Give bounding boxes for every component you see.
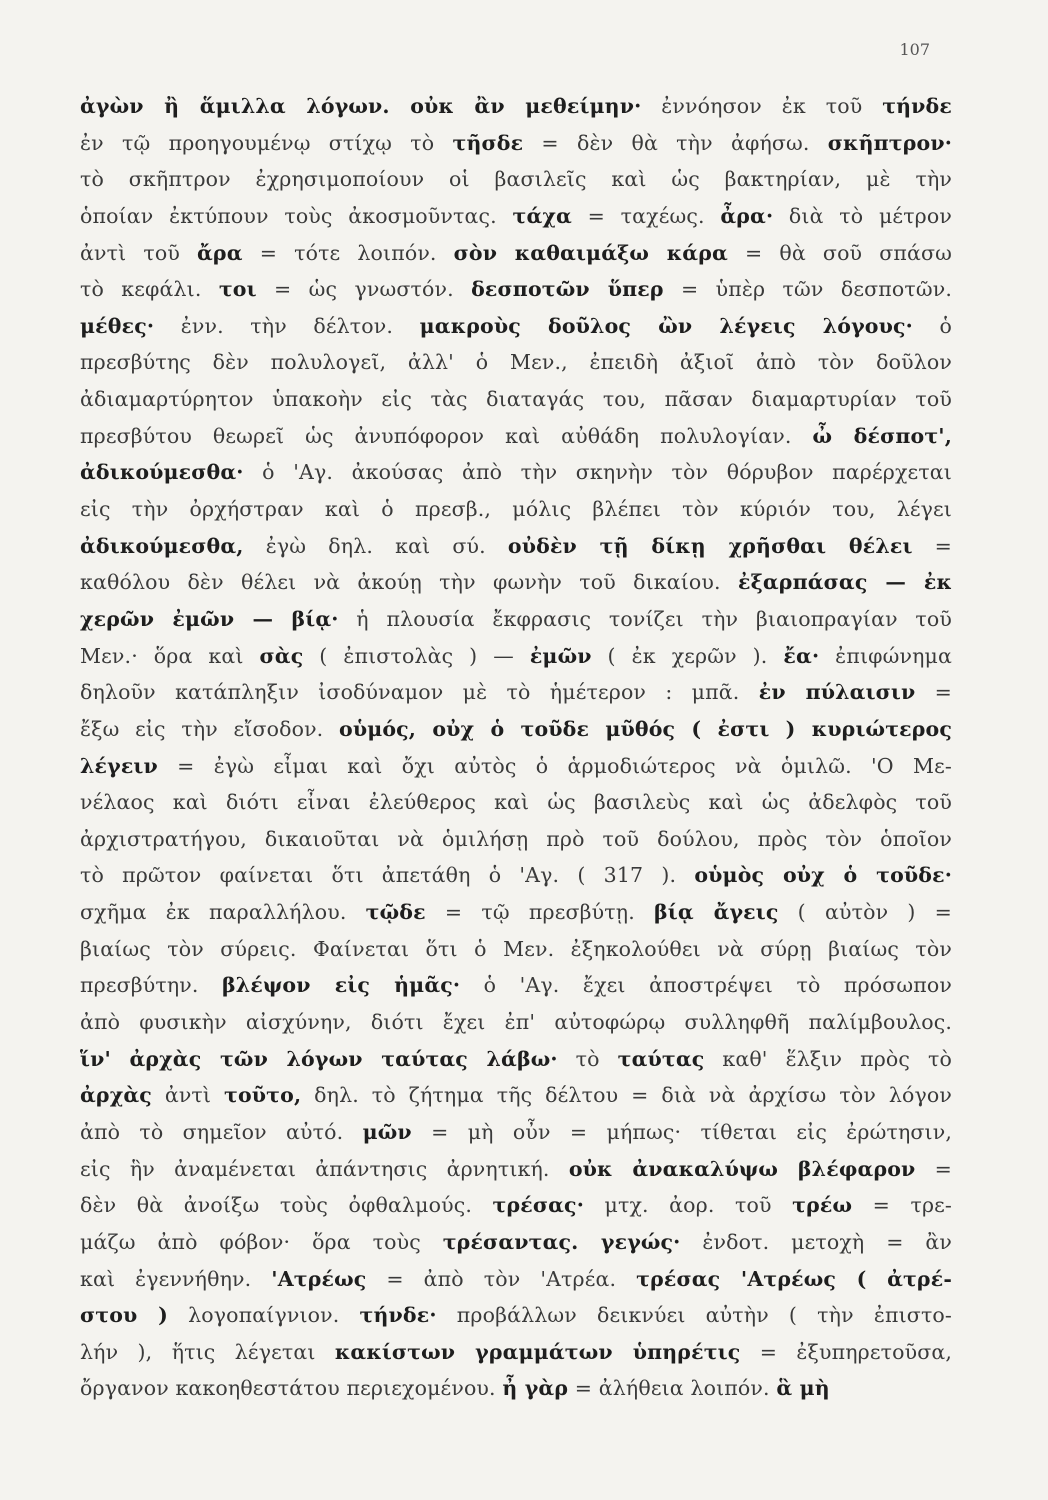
lemma-bold: σὸν καθαιμάξω κάρα — [453, 240, 728, 265]
text-line — [80, 711, 952, 748]
gloss-text: ἐπιφώνημα — [819, 643, 952, 668]
gloss-text: λογοπαίγνιον. — [168, 1303, 360, 1328]
text-line — [80, 1370, 952, 1407]
text-line — [80, 1004, 952, 1041]
lemma-bold: μέθες· — [80, 313, 155, 338]
text-line — [80, 564, 952, 601]
gloss-text: ( αὐτὸν ) = — [778, 900, 952, 925]
gloss-text: = — [912, 533, 952, 558]
gloss-text: ὁ 'Αγ. ἔχει ἀποστρέψει τὸ πρόσωπον — [460, 973, 952, 998]
gloss-text: = ὑπὲρ τῶν δεσποτῶν. — [663, 277, 952, 302]
text-line — [80, 1114, 952, 1151]
gloss-text: καθόλου δὲν θέλει νὰ ἀκούῃ τὴν φωνὴν τοῦ δικαίου. — [80, 570, 738, 595]
text-line — [80, 601, 952, 638]
gloss-text: τὸ πρῶτον φαίνεται ὅτι ἀπετάθη ὁ 'Αγ. ( 317 ). — [80, 863, 695, 888]
lemma-bold: τήνδε· — [359, 1303, 437, 1328]
text-line — [80, 454, 952, 491]
lemma-bold: οὐκ ἀνακαλύψω βλέφαρον — [568, 1156, 916, 1181]
lemma-bold: ἀρχὰς — [80, 1083, 152, 1108]
gloss-text: = μὴ οὖν = μήπως· τίθεται εἰς ἐρώτησιν, — [411, 1119, 952, 1144]
lemma-bold: 'Ατρέως — [271, 1266, 367, 1291]
gloss-text: λήν ), ἥτις λέγεται — [80, 1339, 335, 1364]
text-line — [80, 784, 952, 821]
gloss-text: = ἀλήθεια λοιπόν. — [568, 1376, 777, 1401]
text-line — [80, 1151, 952, 1188]
lemma-bold: ἐμῶν — [529, 643, 592, 668]
lemma-bold: δεσποτῶν ὕπερ — [471, 277, 664, 302]
gloss-text: = τότε λοιπόν. — [242, 240, 454, 265]
gloss-text: καὶ ἐγεννήθην. — [80, 1266, 272, 1291]
gloss-text: ὁποίαν ἐκτύπουν τοὺς ἀκοσμοῦντας. — [80, 203, 513, 228]
lemma-bold: ὦ δέσποτ', — [812, 423, 952, 448]
lemma-bold: κακίστων γραμμάτων ὑπηρέτις — [334, 1339, 741, 1364]
lemma-bold: μακροὺς δοῦλος ὢν λέγεις λόγους· — [419, 313, 913, 338]
gloss-text: προβάλλων δεικνύει αὐτὴν ( τὴν ἐπιστο- — [436, 1303, 952, 1328]
gloss-text: ἀντὶ τοῦ — [80, 240, 197, 265]
gloss-text: τὸ σκῆπτρον ἐχρησιμοποίουν οἱ βασιλεῖς καὶ ὡς βακτηρίαν, μὲ τὴν — [80, 167, 952, 192]
gloss-text: = ἀπὸ τὸν 'Ατρέα. — [366, 1266, 637, 1291]
gloss-text: δηλοῦν κατάπληξιν ἰσοδύναμον μὲ τὸ ἡμέτερον : μπᾶ. — [80, 680, 759, 705]
text-line — [80, 967, 952, 1004]
gloss-text: ἐν τῷ προηγουμένῳ στίχῳ τὸ — [80, 130, 453, 155]
gloss-text: ὁ 'Αγ. ἀκούσας ἀπὸ τὴν σκηνὴν τὸν θόρυβον παρέρχεται — [243, 460, 952, 485]
text-line — [80, 235, 952, 272]
text-line — [80, 308, 952, 345]
gloss-text: ( ἐκ χερῶν ). — [591, 643, 784, 668]
text-line — [80, 638, 952, 675]
text-line — [80, 528, 952, 565]
lemma-bold: σὰς — [259, 643, 304, 668]
gloss-text: ἐγὼ δηλ. καὶ σύ. — [243, 533, 508, 558]
gloss-text: ( ἐπιστολὰς ) — — [303, 643, 530, 668]
gloss-text: = — [915, 1156, 952, 1181]
text-line — [80, 894, 952, 931]
text-line — [80, 1041, 952, 1078]
gloss-text: πρεσβύτης δὲν πολυλογεῖ, ἀλλ' ὁ Μεν., ἐπειδὴ ἀξιοῖ ἀπὸ τὸν δοῦλον — [80, 350, 952, 375]
gloss-text: ἐννόησον ἐκ τοῦ — [641, 94, 883, 118]
lemma-bold: τρέσας· — [492, 1193, 584, 1218]
gloss-text: = ἐγὼ εἶμαι καὶ ὄχι αὐτὸς ὁ ἁρμοδιώτερος νὰ ὁμιλῶ. 'Ο Με- — [157, 753, 952, 778]
lemma-bold: ταύτας — [617, 1046, 705, 1071]
gloss-text: καθ' ἕλξιν πρὸς τὸ — [704, 1046, 952, 1071]
lemma-bold: σκῆπτρον· — [827, 130, 952, 155]
gloss-text: μτχ. ἀορ. τοῦ — [583, 1193, 793, 1218]
lemma-bold: οὑμὸς οὐχ ὁ τοῦδε· — [694, 863, 952, 888]
lemma-bold: ἀδικούμεσθα· — [80, 460, 244, 485]
text-line — [80, 1187, 952, 1224]
text-line — [80, 1297, 952, 1334]
lemma-bold: τρέω — [792, 1193, 853, 1218]
gloss-text: ἀδιαμαρτύρητον ὑπακοὴν εἰς τὰς διαταγάς του, πᾶσαν διαμαρτυρίαν τοῦ — [80, 387, 952, 412]
lemma-bold: ἦ γὰρ — [502, 1376, 569, 1401]
gloss-text: βιαίως τὸν σύρεις. Φαίνεται ὅτι ὁ Μεν. ἐξηκολούθει νὰ σύρῃ βιαίως τὸν — [80, 936, 952, 961]
gloss-text: = τρε- — [852, 1193, 952, 1218]
text-line — [80, 857, 952, 894]
gloss-text: ἀπὸ φυσικὴν αἰσχύνην, διότι ἔχει ἐπ' αὐτοφώρῳ συλληφθῆ παλίμβουλος. — [80, 1010, 952, 1035]
gloss-text: ἐνδοτ. μετοχὴ = ἂν — [680, 1229, 952, 1254]
gloss-text: δὲν θὰ ἀνοίξω τοὺς ὀφθαλμούς. — [80, 1193, 493, 1218]
gloss-text: ἡ πλουσία ἔκφρασις τονίζει τὴν βιαιοπραγίαν τοῦ — [338, 606, 952, 631]
lemma-bold: ἀδικούμεσθα, — [80, 533, 244, 558]
text-line — [80, 381, 952, 418]
lemma-bold: ἔα· — [783, 643, 820, 668]
lemma-bold: βίᾳ ἄγεις — [654, 900, 779, 925]
lemma-bold: ἵν' ἀρχὰς τῶν λόγων ταύτας λάβω· — [80, 1046, 558, 1071]
commentary-text — [80, 88, 952, 1407]
lemma-bold: ἆρα· — [720, 203, 774, 228]
lemma-bold: ἀγὼν ἢ ἅμιλλα λόγων. οὐκ ἂν μεθείμην· — [80, 94, 642, 118]
text-line — [80, 344, 952, 381]
text-line — [80, 88, 952, 125]
gloss-text: δηλ. τὸ ζήτημα τῆς δέλτου = διὰ νὰ ἀρχίσω τὸν λόγον — [301, 1083, 952, 1108]
gloss-text: τὸ — [557, 1046, 618, 1071]
lemma-bold: στου ) — [80, 1303, 168, 1328]
text-line — [80, 125, 952, 162]
gloss-text: = — [915, 680, 952, 705]
gloss-text: εἰς τὴν ὀρχήστραν καὶ ὁ πρεσβ., μόλις βλέπει τὸν κύριόν του, λέγει — [80, 497, 952, 522]
text-line — [80, 674, 952, 711]
lemma-bold: μῶν — [362, 1119, 412, 1144]
lemma-bold: τάχα — [512, 203, 572, 228]
lemma-bold: οὐδὲν τῇ δίκῃ χρῆσθαι θέλει — [507, 533, 913, 558]
text-line — [80, 748, 952, 785]
lemma-bold: ἐξαρπάσας — ἐκ — [737, 570, 952, 595]
gloss-text: νέλαος καὶ διότι εἶναι ἐλεύθερος καὶ ὡς βασιλεὺς καὶ ὡς ἀδελφὸς τοῦ — [80, 790, 952, 815]
text-line — [80, 198, 952, 235]
gloss-text: Μεν.· ὅρα καὶ — [80, 643, 260, 668]
gloss-text: ἔξω εἰς τὴν εἴσοδον. — [80, 716, 339, 741]
text-line — [80, 1261, 952, 1298]
gloss-text: = ταχέως. — [571, 203, 721, 228]
text-line — [80, 418, 952, 455]
gloss-text: = ὡς γνωστόν. — [256, 277, 472, 302]
lemma-bold: τρέσαντας. γεγώς· — [442, 1229, 681, 1254]
gloss-text: πρεσβύτου θεωρεῖ ὡς ἀνυπόφορον καὶ αὐθάδη πολυλογίαν. — [80, 423, 813, 448]
lemma-bold: τῆσδε — [452, 130, 524, 155]
gloss-text: διὰ τὸ μέτρον — [773, 203, 952, 228]
gloss-text: ὁ — [912, 313, 952, 338]
lemma-bold: λέγειν — [80, 753, 158, 778]
gloss-text: = θὰ σοῦ σπάσω — [727, 240, 952, 265]
text-line — [80, 931, 952, 968]
text-line — [80, 1224, 952, 1261]
text-line — [80, 491, 952, 528]
lemma-bold: ἐν πύλαισιν — [758, 680, 916, 705]
gloss-text: τὸ κεφάλι. — [80, 277, 219, 302]
lemma-bold: χερῶν ἐμῶν — βίᾳ· — [80, 606, 339, 631]
gloss-text: = δὲν θὰ τὴν ἀφήσω. — [523, 130, 828, 155]
lemma-bold: οὑμός, οὐχ ὁ τοῦδε μῦθός ( ἐστι ) κυριώτερος — [339, 716, 952, 741]
gloss-text: εἰς ἣν ἀναμένεται ἀπάντησις ἀρνητική. — [80, 1156, 569, 1181]
lemma-bold: τοι — [218, 277, 257, 302]
lemma-bold: βλέψον εἰς ἡμᾶς· — [222, 973, 461, 998]
gloss-text: ἀντὶ — [151, 1083, 225, 1108]
lemma-bold: τῷδε — [365, 900, 426, 925]
gloss-text: = τῷ πρεσβύτῃ. — [425, 900, 655, 925]
gloss-text: μάζω ἀπὸ φόβον· ὅρα τοὺς — [80, 1229, 443, 1254]
gloss-text: ἐνν. τὴν δέλτον. — [154, 313, 420, 338]
lemma-bold: τήνδε — [882, 94, 952, 118]
text-line — [80, 161, 952, 198]
text-line — [80, 821, 952, 858]
gloss-text: πρεσβύτην. — [80, 973, 223, 998]
lemma-bold: ἃ μὴ — [776, 1376, 830, 1401]
gloss-text: ἀρχιστρατήγου, δικαιοῦται νὰ ὁμιλήσῃ πρὸ τοῦ δούλου, πρὸς τὸν ὁποῖον — [80, 826, 952, 851]
gloss-text: σχῆμα ἐκ παραλλήλου. — [80, 900, 366, 925]
lemma-bold: τοῦτο, — [224, 1083, 302, 1108]
gloss-text: = ἐξυπηρετοῦσα, — [740, 1339, 952, 1364]
gloss-text: ἀπὸ τὸ σημεῖον αὐτό. — [80, 1119, 363, 1144]
text-line — [80, 271, 952, 308]
text-line — [80, 1077, 952, 1114]
lemma-bold: ἄρα — [197, 240, 243, 265]
text-line — [80, 1334, 952, 1371]
lemma-bold: τρέσας 'Ατρέως ( ἀτρέ- — [636, 1266, 952, 1291]
page-number: 107 — [899, 40, 930, 59]
gloss-text: ὄργανον κακοηθεστάτου περιεχομένου. — [80, 1376, 503, 1401]
